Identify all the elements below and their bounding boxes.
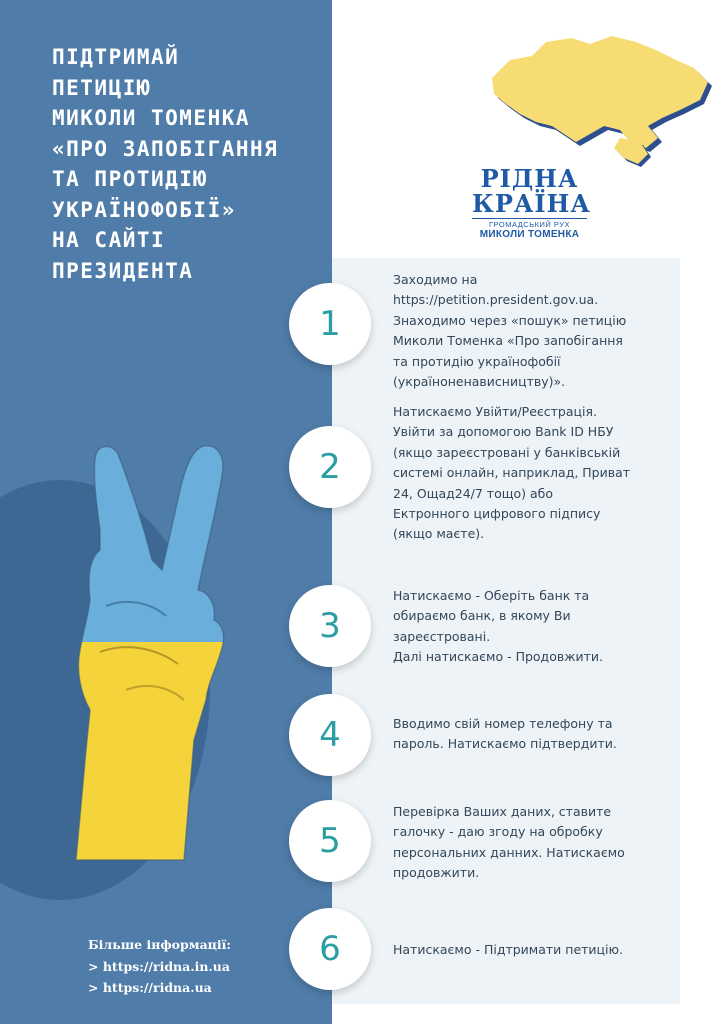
title-line: ТА ПРОТИДІЮ [52,167,208,191]
step-number: 4 [319,715,341,755]
step-line: персональних данних. Натискаємо [393,844,625,860]
step-line: (україноненависництву)». [393,374,566,390]
ukraine-map-icon [480,30,712,170]
step-2-badge [289,426,371,508]
step-number: 1 [319,304,341,344]
title-line: ПЕТИЦІЮ [52,75,152,100]
step-line: продовжити. [393,865,480,881]
step-line: Перевірка Ваших даних, ставите [393,804,612,819]
step-1-badge [289,283,371,365]
step-4-text [393,714,678,755]
step-3-badge [289,585,371,667]
more-info-link[interactable]: > https://ridna.in.ua [88,958,230,974]
step-3-text [393,586,678,668]
step-6-badge [289,908,371,990]
step-line: (якщо маєте). [393,526,485,542]
step-6-text [393,940,678,960]
step-line: https://petition.president.gov.ua. [393,292,599,308]
step-4-badge [289,694,371,776]
title-line: НА САЙТІ [52,228,166,252]
more-info-link[interactable]: > https://ridna.ua [88,980,212,995]
page-title [52,42,322,286]
step-line: Миколи Томенка «Про запобігання [393,333,623,349]
step-line: Заходимо на [393,272,478,287]
step-line: зареєстровані. [393,628,491,644]
step-line: галочку - даю згоду на обробку [393,824,603,840]
step-line: Увійти за допомогою Bank ID НБУ [393,424,614,440]
step-number: 2 [319,447,341,487]
step-line: Знаходимо через «пошук» петицію [393,312,627,328]
step-line: Натискаємо - Оберіть банк та [393,588,590,603]
step-2-text [393,402,678,545]
victory-hand-icon [66,420,296,870]
step-line: 24, Ощад24/7 тощо) або [393,485,554,501]
step-line: Далі натискаємо - Продовжити. [393,649,603,665]
ridna-kraina-logo [472,164,591,240]
step-5-badge [289,800,371,882]
step-line: Ектронного цифрового підпису [393,506,601,522]
step-line: Натискаємо - Підтримати петицію. [393,942,624,957]
step-1-text [393,270,678,392]
more-info-title: Більше інформації: [88,937,232,952]
step-line: пароль. Натискаємо підтвердити. [393,736,617,752]
step-number: 3 [319,606,341,646]
step-line: Натискаємо Увійти/Реєстрація. [393,404,597,419]
title-line: «ПРО ЗАПОБІГАННЯ [52,136,279,161]
title-line: УКРАЇНОФОБІЇ» [52,197,236,222]
step-5-text [393,802,678,884]
step-line: (якщо зареєстровані у банківській [393,444,621,460]
title-line: ПІДТРИМАЙ [52,45,180,69]
step-line: обираємо банк, в якому Ви [393,608,571,624]
title-line: МИКОЛИ ТОМЕНКА [52,106,251,130]
title-line: ПРЕЗИДЕНТА [52,258,194,283]
more-info [88,934,231,999]
logo-word: РІДНА [480,164,579,193]
step-line: системі онлайн, наприклад, Приват [393,465,631,481]
logo-word: КРАЇНА [472,189,591,218]
step-number: 5 [319,821,341,861]
step-line: Вводимо свій номер телефону та [393,716,613,731]
logo-name: МИКОЛИ ТОМЕНКА [479,229,580,240]
step-number: 6 [319,929,341,969]
logo-subtitle: ГРОМАДСЬКИЙ РУХ [472,218,587,229]
step-line: та протидію українофобії [393,353,561,369]
